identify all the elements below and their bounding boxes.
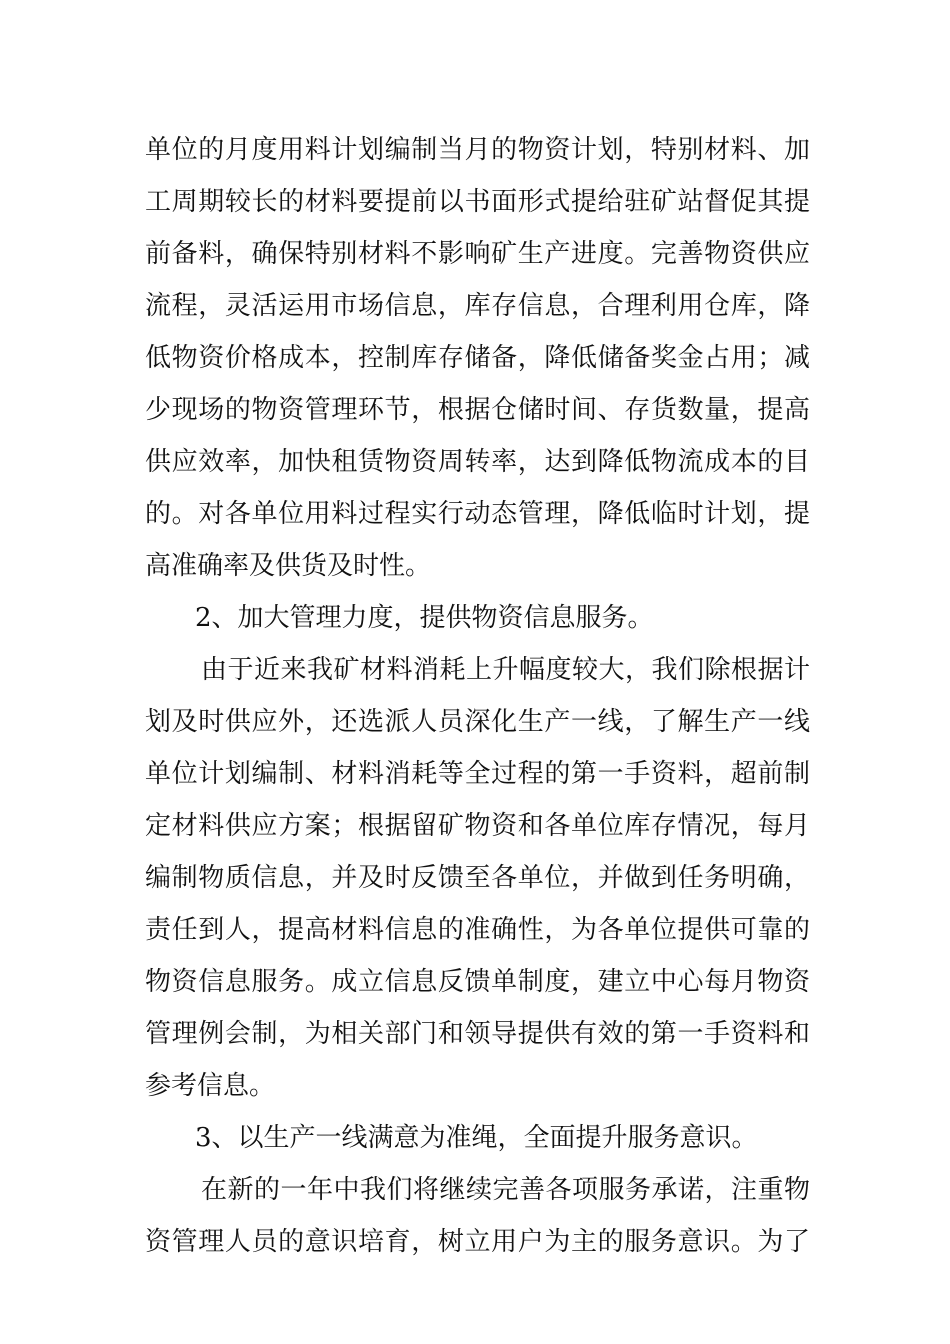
body-text [145, 124, 810, 1268]
text-line: 物资信息服务。成立信息反馈单制度，建立中心每月物资 [145, 967, 810, 997]
text-line: 少现场的物资管理环节，根据仓储时间、存货数量，提高 [145, 395, 810, 425]
text-line: 由于近来我矿材料消耗上升幅度较大，我们除根据计 [201, 655, 810, 685]
text-line: 工周期较长的材料要提前以书面形式提给驻矿站督促其提 [145, 187, 810, 217]
text-line: 管理例会制，为相关部门和领导提供有效的第一手资料和 [145, 1019, 810, 1049]
section-heading: 3、以生产一线满意为准绳，全面提升服务意识。 [195, 1123, 758, 1153]
text-line: 供应效率，加快租赁物资周转率，达到降低物流成本的目 [145, 447, 810, 477]
text-line: 流程，灵活运用市场信息，库存信息，合理利用仓库，降 [145, 291, 810, 321]
text-line: 高准确率及供货及时性。 [145, 551, 432, 581]
text-line: 单位的月度用料计划编制当月的物资计划，特别材料、加 [145, 135, 810, 165]
text-line: 的。对各单位用料过程实行动态管理，降低临时计划，提 [145, 499, 810, 529]
text-line: 在新的一年中我们将继续完善各项服务承诺，注重物 [201, 1175, 810, 1205]
text-line: 低物资价格成本，控制库存储备，降低储备奖金占用；减 [145, 343, 810, 373]
text-line: 定材料供应方案；根据留矿物资和各单位库存情况，每月 [145, 811, 810, 841]
text-line: 划及时供应外，还选派人员深化生产一线，了解生产一线 [145, 707, 810, 737]
text-line: 责任到人，提高材料信息的准确性，为各单位提供可靠的 [145, 915, 810, 945]
text-line: 前备料，确保特别材料不影响矿生产进度。完善物资供应 [145, 239, 810, 269]
text-line: 资管理人员的意识培育，树立用户为主的服务意识。为了 [145, 1227, 810, 1257]
text-line: 编制物质信息，并及时反馈至各单位，并做到任务明确， [145, 863, 810, 893]
section-heading: 2、加大管理力度，提供物资信息服务。 [195, 603, 654, 633]
text-line: 参考信息。 [145, 1071, 276, 1101]
text-line: 单位计划编制、材料消耗等全过程的第一手资料，超前制 [145, 759, 810, 789]
